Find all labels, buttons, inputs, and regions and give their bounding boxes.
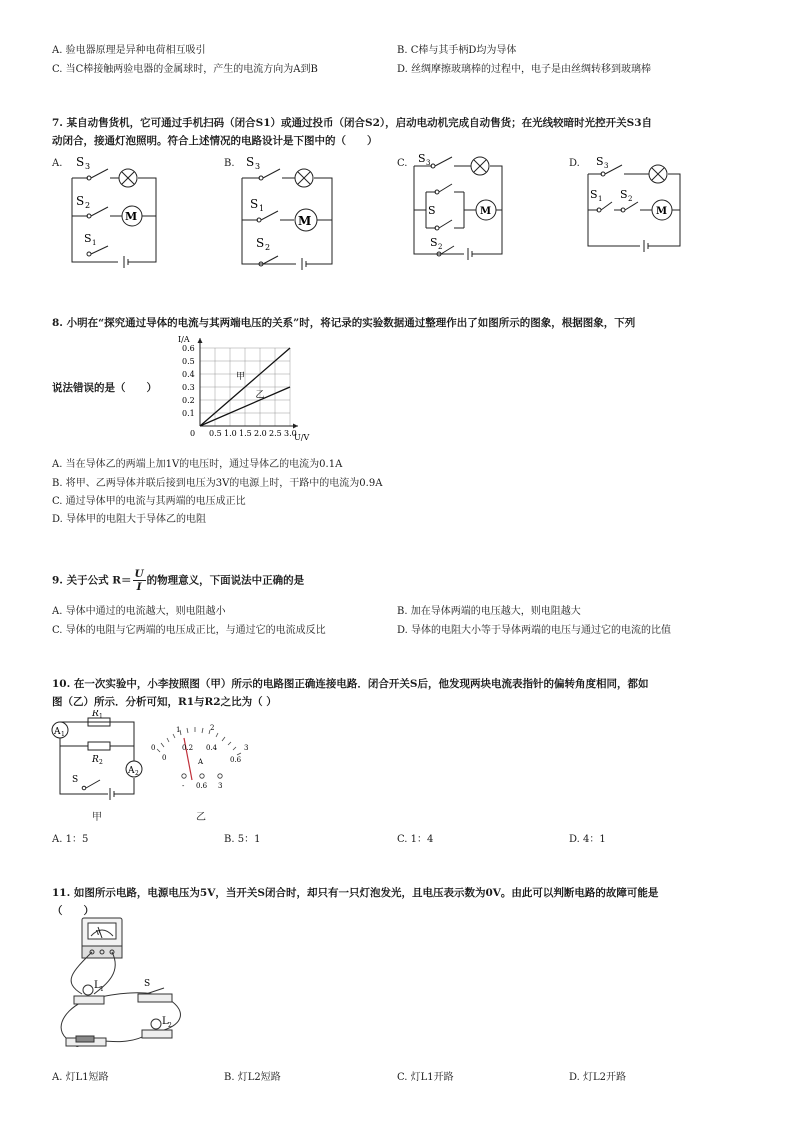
svg-text:M: M	[480, 206, 492, 217]
q9-stem	[52, 568, 304, 593]
svg-text:1: 1	[100, 986, 104, 993]
svg-text:A: A	[128, 766, 135, 776]
q7-label-b: B.	[224, 158, 235, 169]
q6-option-b: B. C棒与其手柄D均为导体	[397, 45, 517, 56]
meter-sub-0: 0	[162, 754, 167, 762]
svg-text:1: 1	[259, 204, 265, 213]
q8-stem-line2: 说法错误的是（ ）	[52, 382, 157, 394]
svg-text:2: 2	[438, 243, 443, 251]
svg-text:1: 1	[61, 731, 65, 738]
x-tick-label-1: 1.0	[224, 429, 237, 438]
q9-stem-prefix: 9. 关于公式 R＝	[52, 574, 132, 587]
y-axis-label: I/A	[178, 335, 190, 344]
q9-fraction	[133, 568, 146, 593]
svg-text:3: 3	[426, 159, 431, 167]
q8-option-b: B. 将甲、乙两导体并联后接到电压为3V的电源上时，干路中的电流为0.9A	[52, 478, 383, 489]
q11-stem-line1: 11. 如图所示电路，电源电压为5V，当开关S闭合时，却只有一只灯泡发光，且电压表示数为0V。由此可以判断电路的故障可能是	[52, 887, 659, 899]
iu-graph	[170, 334, 320, 444]
q10-option-b: B. 5：1	[224, 834, 261, 845]
circuit-c-diagram	[408, 152, 518, 264]
svg-text:1: 1	[598, 195, 603, 203]
svg-text:R: R	[92, 710, 99, 719]
y-tick-label-2: 0.3	[182, 383, 195, 392]
q10-ammeter-yi	[146, 716, 256, 792]
svg-text:S: S	[76, 155, 85, 169]
svg-text:S: S	[76, 194, 85, 208]
q8-stem-line1: 8. 小明在“探究通过导体的电流与其两端电压的关系”时，将记录的实验数据通过整理作出了如图所示的图象，根据图象，下列	[52, 317, 636, 329]
circuit-a-diagram	[66, 152, 166, 270]
svg-text:S: S	[430, 236, 438, 249]
terminal-3: 3	[218, 782, 223, 790]
q8-option-d: D. 导体甲的电阻大于导体乙的电阻	[52, 514, 207, 525]
q11-option-a: A. 灯L1短路	[52, 1072, 109, 1083]
q11-option-b: B. 灯L2短路	[224, 1072, 281, 1083]
y-tick-label-5: 0.6	[182, 344, 195, 353]
svg-text:M: M	[298, 214, 312, 228]
series-label-0: 甲	[236, 372, 246, 383]
y-tick-label-4: 0.5	[182, 357, 195, 366]
q11-stem-line2: （ ）	[52, 905, 94, 917]
y-tick-label-3: 0.4	[182, 370, 195, 379]
q9-option-b: B. 加在导体两端的电压越大，则电阻越大	[397, 606, 581, 617]
q10-fig-jia-label: 甲	[92, 812, 102, 823]
svg-text:2: 2	[99, 759, 103, 766]
q6-option-c: C. 当C棒接触两验电器的金属球时，产生的电流方向为A到B	[52, 64, 318, 75]
q10-stem-line1: 10. 在一次实验中，小李按照图（甲）所示的电路图正确连接电路．闭合开关S后，他发现两块电流表指针的偏转角度相同，都如	[52, 678, 649, 690]
svg-text:S: S	[418, 152, 426, 165]
x-axis-label: U/V	[294, 433, 310, 442]
circuit-b-diagram	[236, 152, 346, 270]
circuit-d-diagram	[582, 152, 692, 256]
q9-frac-num: U	[134, 568, 144, 580]
svg-text:V: V	[96, 930, 101, 937]
q10-option-c: C. 1：4	[397, 834, 434, 845]
x-axis-arrow	[293, 424, 298, 429]
svg-text:S: S	[620, 188, 628, 201]
svg-text:2: 2	[168, 1022, 172, 1029]
svg-text:S: S	[250, 197, 259, 211]
svg-text:A: A	[54, 727, 61, 737]
svg-text:S: S	[596, 155, 604, 168]
x-tick-label-5: 3.0	[284, 429, 297, 438]
svg-text:3: 3	[604, 162, 609, 170]
q9-option-d: D. 导体的电阻大小等于导体两端的电压与通过它的电流的比值	[397, 625, 672, 636]
x-tick-label-3: 2.0	[254, 429, 267, 438]
meter-sub-1: 0.2	[182, 744, 194, 752]
q8-option-a: A. 当在导体乙的两端上加1V的电压时，通过导体乙的电流为0.1A	[52, 459, 343, 470]
svg-text:1: 1	[92, 239, 97, 247]
q7-label-d: D.	[569, 158, 580, 169]
svg-text:3: 3	[85, 162, 91, 171]
x-tick-label-2: 1.5	[239, 429, 252, 438]
svg-text:M: M	[656, 206, 668, 217]
svg-text:R: R	[92, 755, 99, 765]
svg-text:S: S	[144, 979, 151, 989]
svg-text:2: 2	[85, 201, 91, 210]
svg-text:M: M	[125, 210, 138, 223]
q8-option-c: C. 通过导体甲的电流与其两端的电压成正比	[52, 496, 246, 507]
svg-text:L: L	[94, 980, 101, 991]
meter-sub-3: 0.6	[230, 756, 242, 764]
q10-stem-line2: 图（乙）所示．分析可知，R1与R2之比为（ ）	[52, 696, 277, 708]
svg-text:2: 2	[628, 195, 633, 203]
svg-text:S: S	[72, 775, 79, 785]
q9-option-a: A. 导体中通过的电流越大，则电阻越小	[52, 606, 226, 617]
q10-circuit-jia	[50, 710, 150, 806]
q11-option-d: D. 灯L2开路	[569, 1072, 627, 1083]
terminal-06: 0.6	[196, 782, 208, 790]
y-tick-label-0: 0.1	[182, 409, 195, 418]
meter-sub-2: 0.4	[206, 744, 218, 752]
svg-text:S: S	[84, 232, 92, 245]
q9-stem-suffix: 的物理意义，下面说法中正确的是	[146, 574, 305, 587]
q9-frac-den: I	[136, 581, 142, 593]
q11-circuit-illustration	[52, 912, 192, 1062]
meter-label-3: 3	[244, 744, 249, 752]
svg-text:2: 2	[135, 770, 139, 777]
q9-option-c: C. 导体的电阻与它两端的电压成正比，与通过它的电流成反比	[52, 625, 326, 636]
origin-label: 0	[190, 429, 196, 438]
x-tick-label-4: 2.5	[269, 429, 282, 438]
svg-text:S: S	[246, 155, 255, 169]
svg-text:1: 1	[99, 713, 103, 720]
q7-label-a: A.	[52, 158, 63, 169]
q11-option-c: C. 灯L1开路	[397, 1072, 454, 1083]
svg-text:2: 2	[265, 243, 271, 252]
meter-label-0: 0	[151, 744, 156, 752]
q6-option-d: D. 丝绸摩擦玻璃棒的过程中，电子是由丝绸转移到玻璃棒	[397, 64, 652, 75]
q10-fig-yi-label: 乙	[196, 812, 206, 823]
y-tick-label-1: 0.2	[182, 396, 195, 405]
svg-text:S: S	[428, 204, 436, 217]
svg-text:S: S	[590, 188, 598, 201]
series-label-1: 乙	[255, 390, 265, 401]
q7-label-c: C.	[397, 158, 408, 169]
q10-option-d: D. 4：1	[569, 834, 606, 845]
meter-label-1: 1	[176, 726, 181, 734]
meter-unit: A	[198, 758, 204, 766]
x-tick-label-0: 0.5	[209, 429, 222, 438]
q6-option-a: A. 验电器原理是异种电荷相互吸引	[52, 45, 206, 56]
y-axis-arrow	[198, 338, 203, 343]
terminal-neg: -	[182, 782, 185, 790]
q7-stem-line2: 动闭合，接通灯泡照明。符合上述情况的电路设计是下图中的（ ）	[52, 135, 378, 147]
meter-label-2: 2	[210, 724, 215, 732]
svg-text:L: L	[162, 1016, 169, 1027]
svg-text:S: S	[256, 236, 265, 250]
q7-stem-line1: 7. 某自动售货机，它可通过手机扫码（闭合S1）或通过投币（闭合S2），启动电动机完成自动售货；在光线较暗时光控开关S3自	[52, 117, 653, 129]
q10-option-a: A. 1：5	[52, 834, 89, 845]
svg-text:3: 3	[255, 162, 261, 171]
